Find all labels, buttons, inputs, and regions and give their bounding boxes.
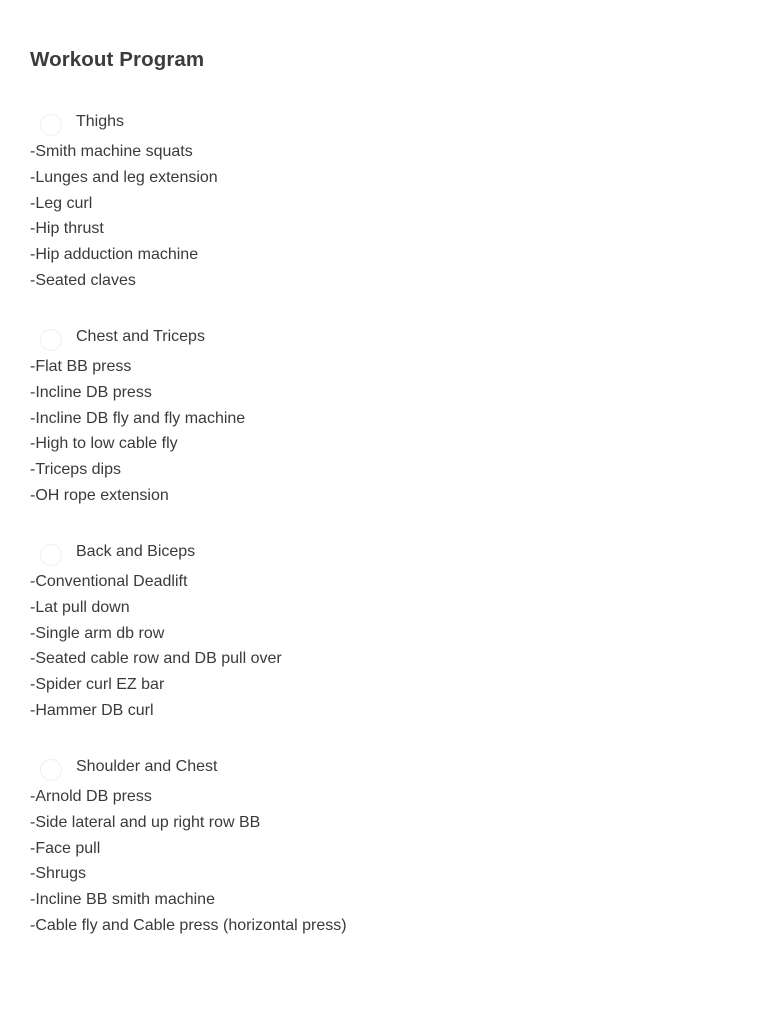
exercise-line[interactable]: -Incline BB smith machine — [30, 891, 215, 909]
checklist-item-label[interactable]: Back and Biceps — [76, 543, 196, 560]
checklist-item-row[interactable] — [30, 112, 730, 136]
exercise-line[interactable]: -Arnold DB press — [30, 788, 152, 805]
exercise-line[interactable]: -Incline DB fly and fly machine — [30, 409, 246, 427]
exercise-line[interactable]: -Face pull — [30, 839, 101, 857]
checklist-item-label[interactable]: Chest and Triceps — [76, 328, 205, 345]
exercise-line[interactable]: -Seated cable row and DB pull over — [30, 650, 282, 668]
exercise-line[interactable]: -Single arm db row — [30, 624, 165, 642]
exercise-line[interactable]: -Conventional Deadlift — [30, 573, 188, 590]
note-title[interactable]: Workout Program — [30, 48, 205, 71]
exercise-line[interactable]: -Shrugs — [30, 865, 87, 883]
checklist-section — [30, 757, 730, 934]
exercise-line[interactable]: -Lunges and leg extension — [30, 168, 218, 186]
exercise-line[interactable]: -Hip adduction machine — [30, 246, 199, 264]
checklist-item-label[interactable]: Thighs — [76, 113, 125, 130]
exercise-line[interactable]: -Leg curl — [30, 194, 93, 212]
exercise-line[interactable]: -Smith machine squats — [30, 143, 193, 160]
checklist-section — [30, 112, 730, 289]
checklist-item-row[interactable] — [30, 327, 730, 351]
exercise-line[interactable]: -High to low cable fly — [30, 435, 178, 453]
checkbox-circle-icon[interactable] — [40, 329, 62, 351]
checklist-item-label[interactable]: Shoulder and Chest — [76, 758, 218, 775]
exercise-line[interactable]: -Spider curl EZ bar — [30, 676, 165, 694]
exercise-line[interactable]: -OH rope extension — [30, 486, 169, 504]
exercise-list — [30, 354, 245, 509]
exercise-line[interactable]: -Incline DB press — [30, 383, 152, 401]
exercise-line[interactable]: -Side lateral and up right row BB — [30, 813, 261, 831]
exercise-line[interactable]: -Lat pull down — [30, 598, 130, 616]
exercise-line[interactable]: -Cable fly and Cable press (horizontal press) — [30, 916, 347, 934]
exercise-line[interactable]: -Flat BB press — [30, 358, 132, 375]
exercise-list — [30, 139, 218, 294]
exercise-line[interactable]: -Seated claves — [30, 271, 136, 289]
exercise-list — [30, 569, 282, 724]
checkbox-circle-icon[interactable] — [40, 114, 62, 136]
checklist-section — [30, 327, 730, 504]
checkbox-circle-icon[interactable] — [40, 544, 62, 566]
exercise-line[interactable]: -Hammer DB curl — [30, 701, 154, 719]
checklist-item-row[interactable] — [30, 757, 730, 781]
exercise-line[interactable]: -Hip thrust — [30, 220, 104, 238]
exercise-list — [30, 784, 347, 939]
exercise-line[interactable]: -Triceps dips — [30, 461, 121, 479]
checklist-section — [30, 542, 730, 719]
checkbox-circle-icon[interactable] — [40, 759, 62, 781]
checklist-item-row[interactable] — [30, 542, 730, 566]
